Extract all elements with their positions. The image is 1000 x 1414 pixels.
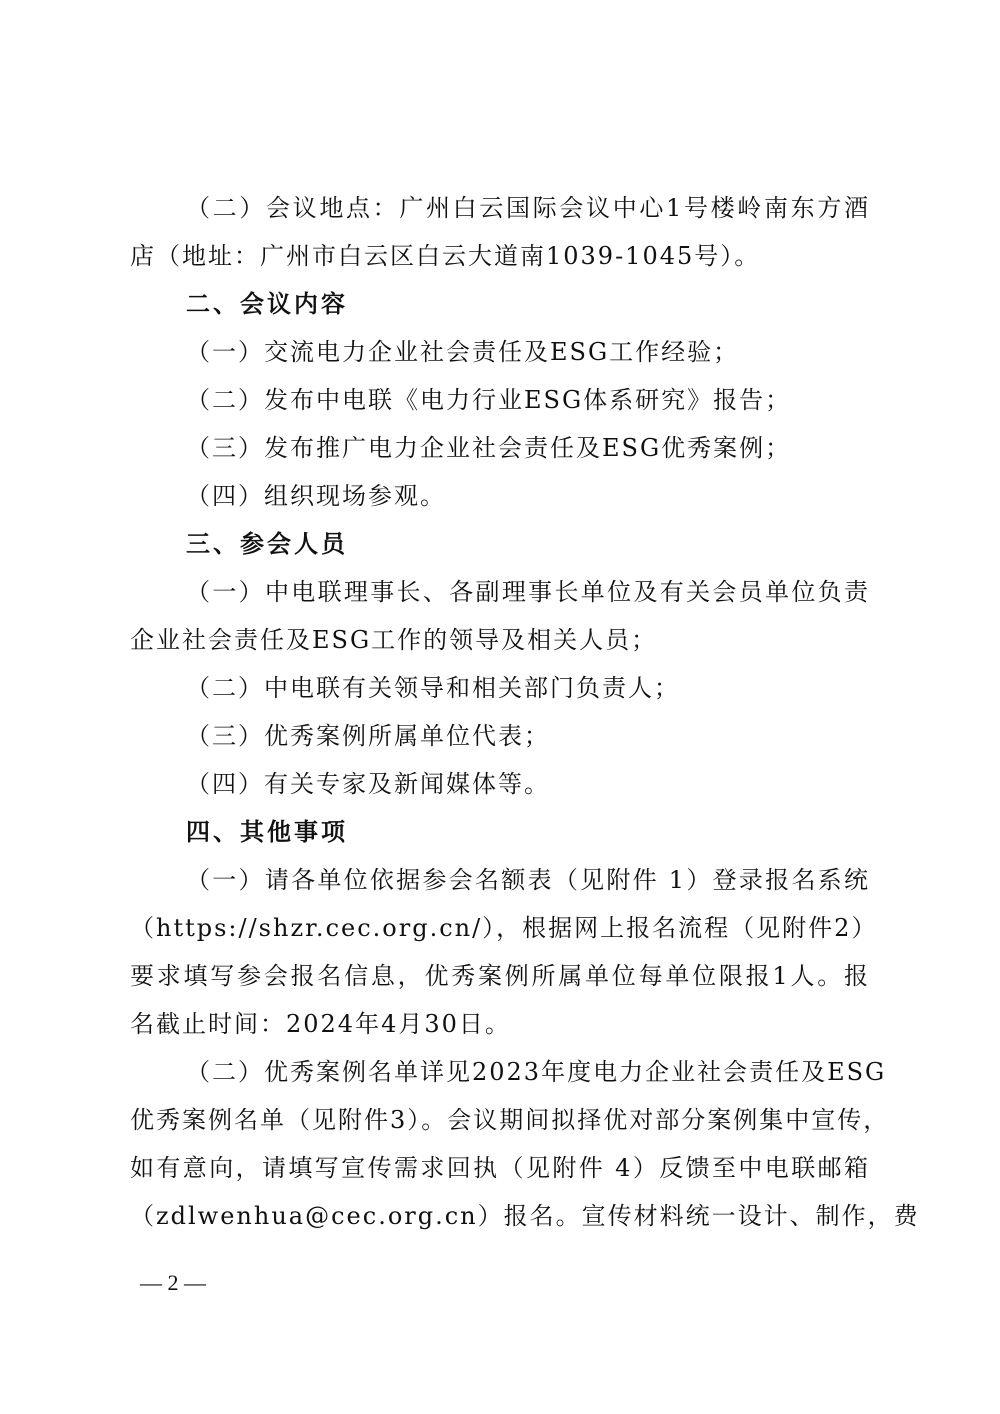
content-item-3: （三）发布推广电力企业社会责任及ESG优秀案例； xyxy=(186,434,792,462)
cases-paragraph-line-1: （二）优秀案例名单详见2023年度电力企业社会责任及ESG xyxy=(186,1058,887,1086)
page-number: — 2 — xyxy=(140,1270,206,1295)
section-heading-meeting-content: 二、会议内容 xyxy=(186,290,348,318)
attendee-item-4: （四）有关专家及新闻媒体等。 xyxy=(186,770,550,798)
registration-paragraph-line-3: 要求填写参会报名信息，优秀案例所属单位每单位限报1人。报 xyxy=(130,962,870,990)
content-item-1: （一）交流电力企业社会责任及ESG工作经验； xyxy=(186,338,740,366)
cases-paragraph-line-2: 优秀案例名单（见附件3）。会议期间拟择优对部分案例集中宣传， xyxy=(130,1106,890,1134)
paragraph-venue-line-1: （二）会议地点：广州白云国际会议中心1号楼岭南东方酒 xyxy=(186,194,870,222)
content-item-2: （二）发布中电联《电力行业ESG体系研究》报告； xyxy=(186,386,792,414)
registration-paragraph-line-1: （一）请各单位依据参会名额表（见附件 1）登录报名系统 xyxy=(186,866,870,894)
attendee-item-2: （二）中电联有关领导和相关部门负责人； xyxy=(186,674,680,702)
content-item-4: （四）组织现场参观。 xyxy=(186,482,446,510)
attendee-item-1-line-2: 企业社会责任及ESG工作的领导及相关人员； xyxy=(130,626,658,654)
registration-paragraph-line-4: 名截止时间：2024年4月30日。 xyxy=(130,1010,511,1038)
cases-paragraph-line-4: （zdlwenhua@cec.org.cn）报名。宣传材料统一设计、制作，费 xyxy=(130,1202,920,1230)
section-heading-attendees: 三、参会人员 xyxy=(186,530,348,558)
attendee-item-3: （三）优秀案例所属单位代表； xyxy=(186,722,550,750)
registration-paragraph-line-2: （https://shzr.cec.org.cn/），根据网上报名流程（见附件2） xyxy=(130,914,878,942)
cases-paragraph-line-3: 如有意向，请填写宣传需求回执（见附件 4）反馈至中电联邮箱 xyxy=(130,1154,870,1182)
attendee-item-1-line-1: （一）中电联理事长、各副理事长单位及有关会员单位负责 xyxy=(186,578,870,606)
paragraph-venue-line-2: 店（地址：广州市白云区白云大道南1039-1045号）。 xyxy=(130,242,761,270)
section-heading-other-matters: 四、其他事项 xyxy=(186,818,348,846)
